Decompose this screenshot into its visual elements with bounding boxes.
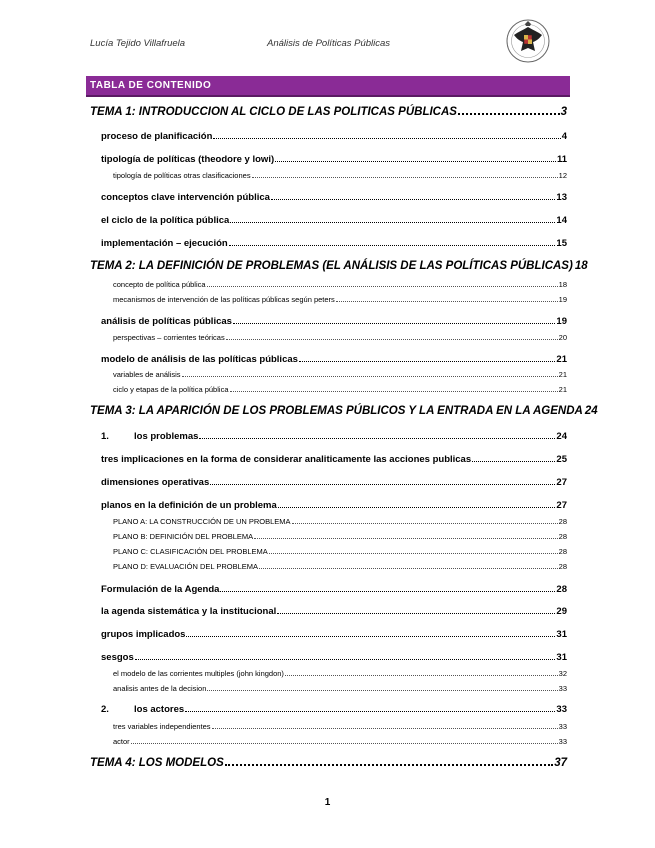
toc-entry-proceso-planificacion[interactable] bbox=[101, 131, 567, 142]
toc-dot-leader bbox=[285, 675, 558, 676]
toc-dot-leader bbox=[269, 553, 558, 554]
toc-entry-implementacion[interactable] bbox=[101, 238, 567, 249]
toc-entry-plano-d[interactable] bbox=[113, 562, 567, 571]
toc-entry-tema-2[interactable] bbox=[90, 260, 588, 272]
toc-entry-page: 24 bbox=[584, 405, 598, 417]
toc-entry-page: 27 bbox=[556, 477, 567, 488]
toc-entry-text: concepto de política pública bbox=[113, 280, 206, 289]
toc-entry-page: 28 bbox=[558, 517, 567, 526]
toc-entry-page: 33 bbox=[558, 737, 567, 746]
toc-entry-number: 2. bbox=[101, 704, 109, 715]
toc-entry-text: Formulación de la Agenda bbox=[101, 584, 220, 595]
toc-entry-text: el ciclo de la política pública bbox=[101, 215, 230, 226]
toc-dot-leader bbox=[271, 199, 555, 200]
toc-entry-actor[interactable] bbox=[113, 737, 567, 746]
toc-entry-text: el modelo de las corrientes multiples (john kingdon) bbox=[113, 669, 284, 678]
toc-entry-page: 33 bbox=[556, 704, 567, 715]
toc-entry-page: 21 bbox=[556, 354, 567, 365]
toc-dot-leader bbox=[207, 286, 558, 287]
toc-entry-tres-implicaciones[interactable] bbox=[101, 454, 567, 465]
toc-entry-text: PLANO B: DEFINICIÓN DEL PROBLEMA bbox=[113, 532, 254, 541]
toc-entry-label: los actores bbox=[134, 704, 185, 715]
toc-dot-leader bbox=[472, 461, 555, 462]
toc-entry-page: 19 bbox=[558, 295, 567, 304]
toc-entry-ciclo-politica[interactable] bbox=[101, 215, 567, 226]
toc-entry-page: 18 bbox=[558, 280, 567, 289]
toc-entry-modelo-analisis[interactable] bbox=[101, 354, 567, 365]
toc-entry-text: la agenda sistemática y la institucional bbox=[101, 606, 277, 617]
toc-entry-plano-b[interactable] bbox=[113, 532, 567, 541]
toc-entry-variables-analisis[interactable] bbox=[113, 370, 567, 379]
toc-entry-text: TEMA 3: LA APARICIÓN DE LOS PROBLEMAS PÚBLICOS Y LA ENTRADA EN LA AGENDA bbox=[90, 405, 583, 417]
toc-entry-text: PLANO D: EVALUACIÓN DEL PROBLEMA bbox=[113, 562, 259, 571]
toc-title: TABLA DE CONTENIDO bbox=[86, 76, 570, 95]
toc-dot-leader bbox=[131, 743, 558, 744]
toc-entry-conceptos-clave[interactable] bbox=[101, 192, 567, 203]
toc-entry-analisis-politicas[interactable] bbox=[101, 316, 567, 327]
toc-entry-corrientes-multiples[interactable] bbox=[113, 669, 567, 678]
toc-entry-page: 21 bbox=[558, 385, 567, 394]
toc-entry-plano-a[interactable] bbox=[113, 517, 567, 526]
toc-dot-leader bbox=[277, 613, 555, 614]
toc-dot-leader bbox=[185, 711, 555, 712]
toc-entry-text: analisis antes de la decision bbox=[113, 684, 207, 693]
toc-entry-tema-3[interactable] bbox=[90, 405, 598, 417]
toc-dot-leader bbox=[336, 301, 558, 302]
toc-entry-text: tres variables independientes bbox=[113, 722, 211, 731]
toc-entry-text: planos en la definición de un problema bbox=[101, 500, 277, 511]
toc-entry-text: TEMA 1: INTRODUCCION AL CICLO DE LAS POLITICAS PÚBLICAS bbox=[90, 106, 457, 118]
toc-title-rule bbox=[86, 95, 570, 97]
toc-entry-page: 21 bbox=[558, 370, 567, 379]
toc-dot-leader bbox=[220, 591, 555, 592]
toc-entry-page: 28 bbox=[558, 547, 567, 556]
toc-entry-text: ciclo y etapas de la política pública bbox=[113, 385, 229, 394]
toc-dot-leader bbox=[275, 161, 556, 162]
toc-entry-text: mecanismos de intervención de las políticas públicas según peters bbox=[113, 295, 335, 304]
toc-entry-tipologia-politicas[interactable] bbox=[101, 154, 567, 165]
toc-entry-dimensiones-operativas[interactable] bbox=[101, 477, 567, 488]
toc-entry-page: 25 bbox=[556, 454, 567, 465]
toc-entry-text: PLANO C: CLASIFICACIÓN DEL PROBLEMA bbox=[113, 547, 268, 556]
toc-entry-page: 28 bbox=[558, 532, 567, 541]
header-subject: Análisis de Políticas Públicas bbox=[267, 38, 391, 49]
toc-entry-text: TEMA 4: LOS MODELOS bbox=[90, 757, 224, 769]
toc-entry-tema-4[interactable] bbox=[90, 757, 567, 769]
toc-entry-page: 24 bbox=[556, 431, 567, 442]
toc-entry-ciclo-etapas[interactable] bbox=[113, 385, 567, 394]
toc-entry-text: sesgos bbox=[101, 652, 134, 663]
toc-entry-agenda-sistematica[interactable] bbox=[101, 606, 567, 617]
toc-dot-leader bbox=[210, 484, 555, 485]
toc-entry-number: 1. bbox=[101, 431, 109, 442]
toc-entry-page: 28 bbox=[558, 562, 567, 571]
toc-entry-page: 31 bbox=[556, 629, 567, 640]
toc-entry-page: 12 bbox=[558, 171, 567, 180]
toc-entry-planos-definicion[interactable] bbox=[101, 500, 567, 511]
toc-entry-page: 37 bbox=[554, 757, 567, 769]
toc-dot-leader bbox=[292, 523, 558, 524]
toc-entry-text: perspectivas – corrientes teóricas bbox=[113, 333, 225, 342]
toc-entry-mecanismos-intervencion[interactable] bbox=[113, 295, 567, 304]
toc-dot-leader bbox=[458, 113, 560, 115]
toc-entry-label: los problemas bbox=[134, 431, 199, 442]
toc-entry-text: proceso de planificación bbox=[101, 131, 213, 142]
toc-entry-page: 14 bbox=[556, 215, 567, 226]
toc-entry-text: tipología de políticas (theodore y lowi) bbox=[101, 154, 275, 165]
toc-entry-page: 13 bbox=[556, 192, 567, 203]
toc-entry-text: tres implicaciones en la forma de considerar analiticamente las acciones publicas bbox=[101, 454, 472, 465]
toc-entry-tema-1[interactable] bbox=[90, 106, 567, 118]
toc-entry-page: 33 bbox=[558, 684, 567, 693]
toc-entry-text: dimensiones operativas bbox=[101, 477, 210, 488]
toc-dot-leader bbox=[182, 376, 558, 377]
toc-entry-perspectivas[interactable] bbox=[113, 333, 567, 342]
toc-entry-tipologia-otras[interactable] bbox=[113, 171, 567, 180]
toc-entry-text: análisis de políticas públicas bbox=[101, 316, 232, 327]
toc-dot-leader bbox=[199, 438, 555, 439]
toc-entry-page: 15 bbox=[556, 238, 567, 249]
toc-entry-concepto-politica[interactable] bbox=[113, 280, 567, 289]
toc-dot-leader bbox=[212, 728, 558, 729]
toc-entry-sesgos[interactable] bbox=[101, 652, 567, 663]
toc-entry-page: 31 bbox=[556, 652, 567, 663]
toc-entry-text bbox=[101, 704, 184, 715]
toc-entry-page: 28 bbox=[556, 584, 567, 595]
toc-entry-page: 19 bbox=[556, 316, 567, 327]
header-author: Lucía Tejido Villafruela bbox=[90, 38, 186, 49]
university-seal-icon bbox=[505, 18, 551, 64]
toc-dot-leader bbox=[252, 177, 558, 178]
toc-dot-leader bbox=[233, 323, 555, 324]
toc-entry-text: PLANO A: LA CONSTRUCCIÓN DE UN PROBLEMA bbox=[113, 517, 291, 526]
toc-dot-leader bbox=[259, 568, 558, 569]
toc-entry-page: 32 bbox=[558, 669, 567, 678]
toc-dot-leader bbox=[278, 507, 556, 508]
toc-entry-page: 33 bbox=[558, 722, 567, 731]
toc-dot-leader bbox=[186, 636, 555, 637]
toc-entry-page: 27 bbox=[556, 500, 567, 511]
toc-entry-text: variables de análisis bbox=[113, 370, 181, 379]
toc-entry-page: 4 bbox=[561, 131, 567, 142]
toc-entry-page: 29 bbox=[556, 606, 567, 617]
toc-entry-page: 18 bbox=[574, 260, 588, 272]
toc-entry-text bbox=[101, 431, 198, 442]
toc-dot-leader bbox=[230, 222, 555, 223]
toc-dot-leader bbox=[254, 538, 557, 539]
toc-entry-text: actor bbox=[113, 737, 130, 746]
toc-dot-leader bbox=[229, 245, 556, 246]
footer-page-number: 1 bbox=[324, 797, 331, 808]
toc-entry-page: 3 bbox=[560, 106, 567, 118]
toc-entry-text: TEMA 2: LA DEFINICIÓN DE PROBLEMAS (EL ANÁLISIS DE LAS POLÍTICAS PÚBLICAS) bbox=[90, 260, 573, 272]
toc-dot-leader bbox=[213, 138, 560, 139]
toc-entry-los-actores[interactable] bbox=[101, 704, 567, 715]
toc-dot-leader bbox=[299, 361, 555, 362]
toc-entry-formulacion-agenda[interactable] bbox=[101, 584, 567, 595]
toc-entry-grupos-implicados[interactable] bbox=[101, 629, 567, 640]
toc-entry-plano-c[interactable] bbox=[113, 547, 567, 556]
toc-entry-text: modelo de análisis de las políticas públicas bbox=[101, 354, 298, 365]
toc-entry-text: conceptos clave intervención pública bbox=[101, 192, 270, 203]
toc-entry-text: implementación – ejecución bbox=[101, 238, 228, 249]
toc-dot-leader bbox=[225, 764, 553, 766]
toc-dot-leader bbox=[135, 659, 556, 660]
toc-entry-analisis-decision[interactable] bbox=[113, 684, 567, 693]
toc-entry-page: 20 bbox=[558, 333, 567, 342]
toc-dot-leader bbox=[226, 339, 558, 340]
toc-entry-text: grupos implicados bbox=[101, 629, 186, 640]
toc-dot-leader bbox=[207, 690, 557, 691]
toc-entry-los-problemas[interactable] bbox=[101, 431, 567, 442]
toc-entry-tres-variables[interactable] bbox=[113, 722, 567, 731]
toc-entry-text: tipología de políticas otras clasificaciones bbox=[113, 171, 251, 180]
toc-dot-leader bbox=[230, 391, 558, 392]
toc-entry-page: 11 bbox=[556, 154, 567, 165]
